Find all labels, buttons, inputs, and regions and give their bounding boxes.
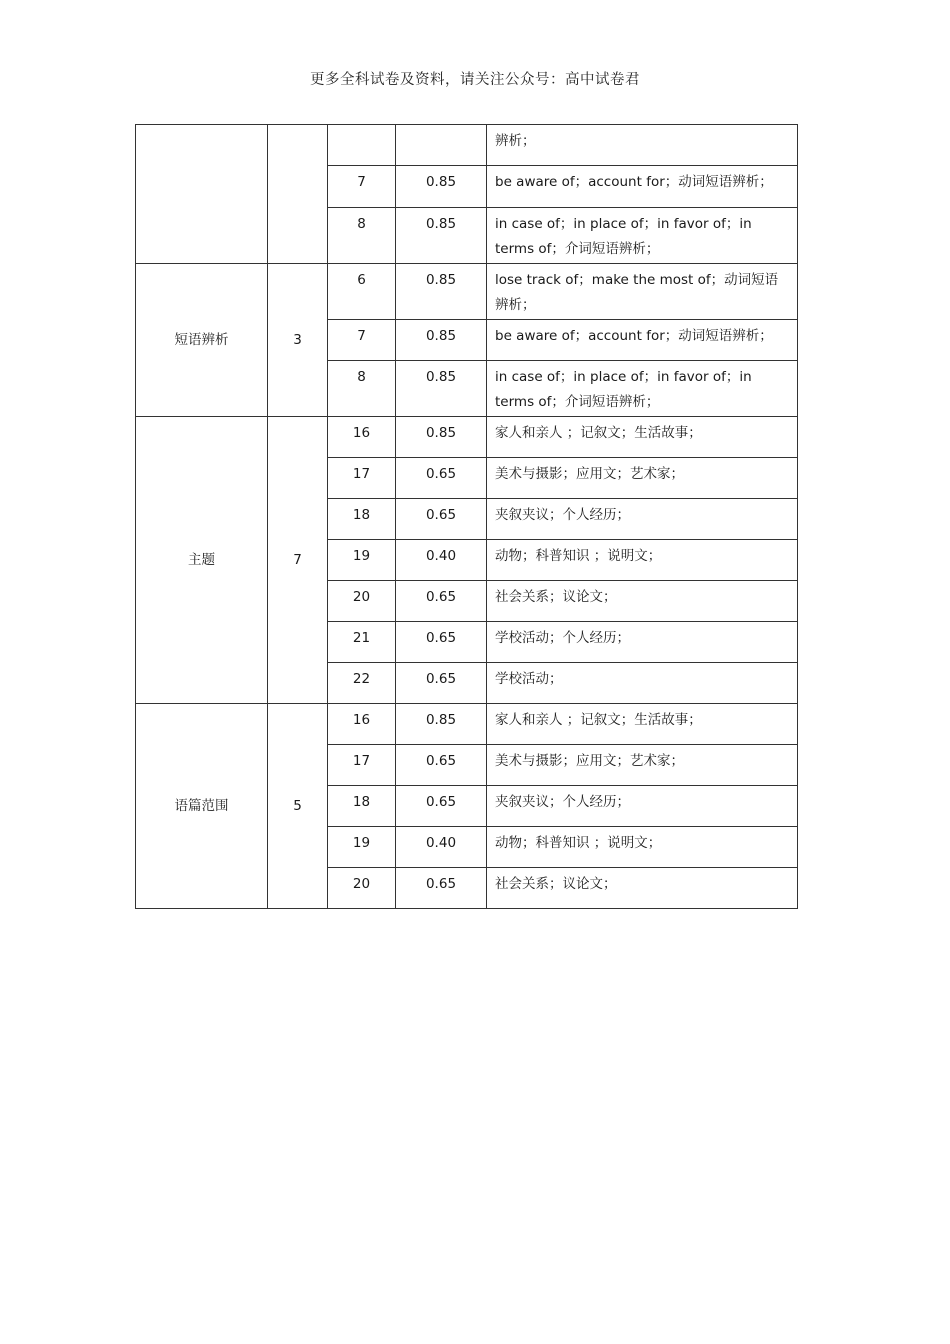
question-number: 20 (328, 581, 396, 622)
knowledge-points: 美术与摄影；应用文；艺术家； (487, 745, 798, 786)
question-number: 18 (328, 786, 396, 827)
question-number: 22 (328, 663, 396, 704)
question-number: 8 (328, 361, 396, 417)
difficulty: 0.65 (396, 663, 487, 704)
question-spec-table (135, 124, 798, 909)
count-cell: 5 (268, 704, 328, 909)
difficulty: 0.65 (396, 581, 487, 622)
category-cell: 主题 (136, 417, 268, 704)
difficulty: 0.65 (396, 745, 487, 786)
knowledge-points: be aware of；account for；动词短语辨析； (487, 166, 798, 208)
knowledge-points: 学校活动；个人经历； (487, 622, 798, 663)
knowledge-points: in case of；in place of；in favor of；in terms of；介词短语辨析； (487, 208, 798, 264)
count-cell: 3 (268, 264, 328, 417)
difficulty: 0.85 (396, 704, 487, 745)
knowledge-points: 社会关系；议论文； (487, 581, 798, 622)
question-number: 21 (328, 622, 396, 663)
knowledge-points: 夹叙夹议；个人经历； (487, 786, 798, 827)
question-number: 7 (328, 320, 396, 361)
knowledge-points: lose track of；make the most of；动词短语辨析； (487, 264, 798, 320)
page-header: 更多全科试卷及资料，请关注公众号：高中试卷君 (310, 72, 640, 88)
difficulty: 0.85 (396, 264, 487, 320)
difficulty: 0.65 (396, 458, 487, 499)
question-number: 6 (328, 264, 396, 320)
category-cell (136, 125, 268, 264)
knowledge-points: 美术与摄影；应用文；艺术家； (487, 458, 798, 499)
question-number: 18 (328, 499, 396, 540)
difficulty: 0.65 (396, 868, 487, 909)
knowledge-points: be aware of；account for；动词短语辨析； (487, 320, 798, 361)
knowledge-points: 家人和亲人 ；记叙文；生活故事； (487, 704, 798, 745)
question-number: 16 (328, 417, 396, 458)
question-number: 7 (328, 166, 396, 208)
knowledge-points: 社会关系；议论文； (487, 868, 798, 909)
difficulty: 0.85 (396, 320, 487, 361)
question-number: 8 (328, 208, 396, 264)
question-number: 17 (328, 458, 396, 499)
knowledge-points: 夹叙夹议；个人经历； (487, 499, 798, 540)
table-row (136, 264, 798, 320)
difficulty: 0.40 (396, 827, 487, 868)
knowledge-points: 学校活动； (487, 663, 798, 704)
knowledge-points: 家人和亲人 ；记叙文；生活故事； (487, 417, 798, 458)
knowledge-points: 辨析； (487, 125, 798, 166)
difficulty: 0.85 (396, 166, 487, 208)
table-row (136, 125, 798, 166)
question-number: 16 (328, 704, 396, 745)
table-row (136, 704, 798, 745)
category-cell: 短语辨析 (136, 264, 268, 417)
question-number: 19 (328, 827, 396, 868)
difficulty: 0.65 (396, 786, 487, 827)
category-cell: 语篇范围 (136, 704, 268, 909)
count-cell: 7 (268, 417, 328, 704)
question-number: 17 (328, 745, 396, 786)
difficulty: 0.65 (396, 499, 487, 540)
question-number: 19 (328, 540, 396, 581)
question-number (328, 125, 396, 166)
difficulty: 0.85 (396, 417, 487, 458)
count-cell (268, 125, 328, 264)
difficulty: 0.65 (396, 622, 487, 663)
difficulty: 0.40 (396, 540, 487, 581)
table-row (136, 417, 798, 458)
difficulty: 0.85 (396, 361, 487, 417)
knowledge-points: 动物；科普知识 ；说明文； (487, 827, 798, 868)
difficulty (396, 125, 487, 166)
knowledge-points: 动物；科普知识 ；说明文； (487, 540, 798, 581)
knowledge-points: in case of；in place of；in favor of；in terms of；介词短语辨析； (487, 361, 798, 417)
difficulty: 0.85 (396, 208, 487, 264)
question-number: 20 (328, 868, 396, 909)
